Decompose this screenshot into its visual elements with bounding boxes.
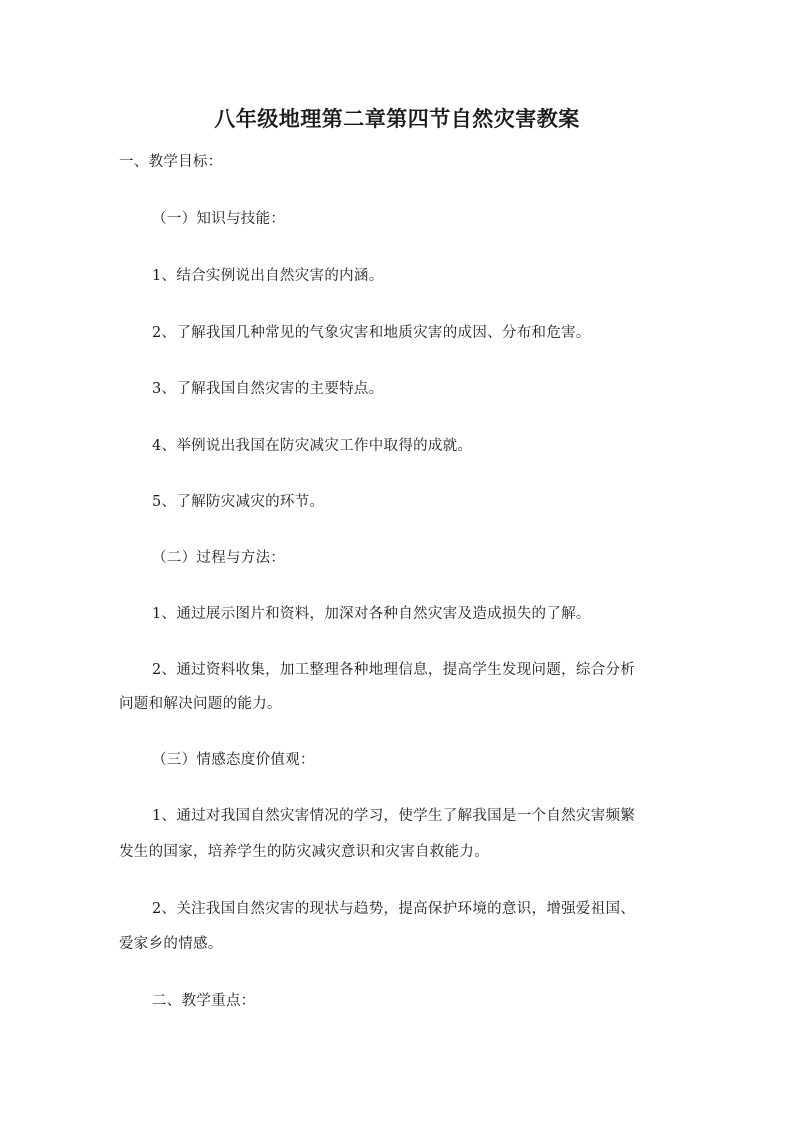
list-item: 4、举例说出我国在防灾减灾工作中取得的成就。	[152, 438, 473, 454]
list-item: 2、通过资料收集，加工整理各种地理信息，提高学生发现问题，综合分析	[152, 662, 636, 678]
list-item-continuation: 问题和解决问题的能力。	[119, 696, 282, 712]
list-item: 5、了解防灾减灾的环节。	[152, 494, 325, 510]
document-title: 八年级地理第二章第四节自然灾害教案	[214, 106, 580, 131]
subsection-heading-process: （二）过程与方法：	[152, 550, 286, 566]
list-item: 1、通过对我国自然灾害情况的学习，使学生了解我国是一个自然灾害频繁	[152, 808, 636, 824]
list-item: 2、关注我国自然灾害的现状与趋势，提高保护环境的意识，增强爱祖国、	[152, 901, 636, 917]
subsection-heading-knowledge: （一）知识与技能：	[152, 211, 286, 227]
list-item: 1、结合实例说出自然灾害的内涵。	[152, 268, 384, 284]
list-item-continuation: 爱家乡的情感。	[119, 936, 223, 952]
list-item-continuation: 发生的国家，培养学生的防灾减灾意识和灾害自救能力。	[119, 844, 489, 860]
list-item: 2、了解我国几种常见的气象灾害和地质灾害的成因、分布和危害。	[152, 325, 591, 341]
subsection-heading-attitude: （三）情感态度价值观：	[152, 752, 315, 768]
section-heading-key-points: 二、教学重点：	[152, 993, 256, 1009]
list-item: 3、了解我国自然灾害的主要特点。	[152, 381, 384, 397]
list-item: 1、通过展示图片和资料，加深对各种自然灾害及造成损失的了解。	[152, 606, 591, 622]
section-heading-objectives: 一、教学目标：	[119, 154, 223, 170]
